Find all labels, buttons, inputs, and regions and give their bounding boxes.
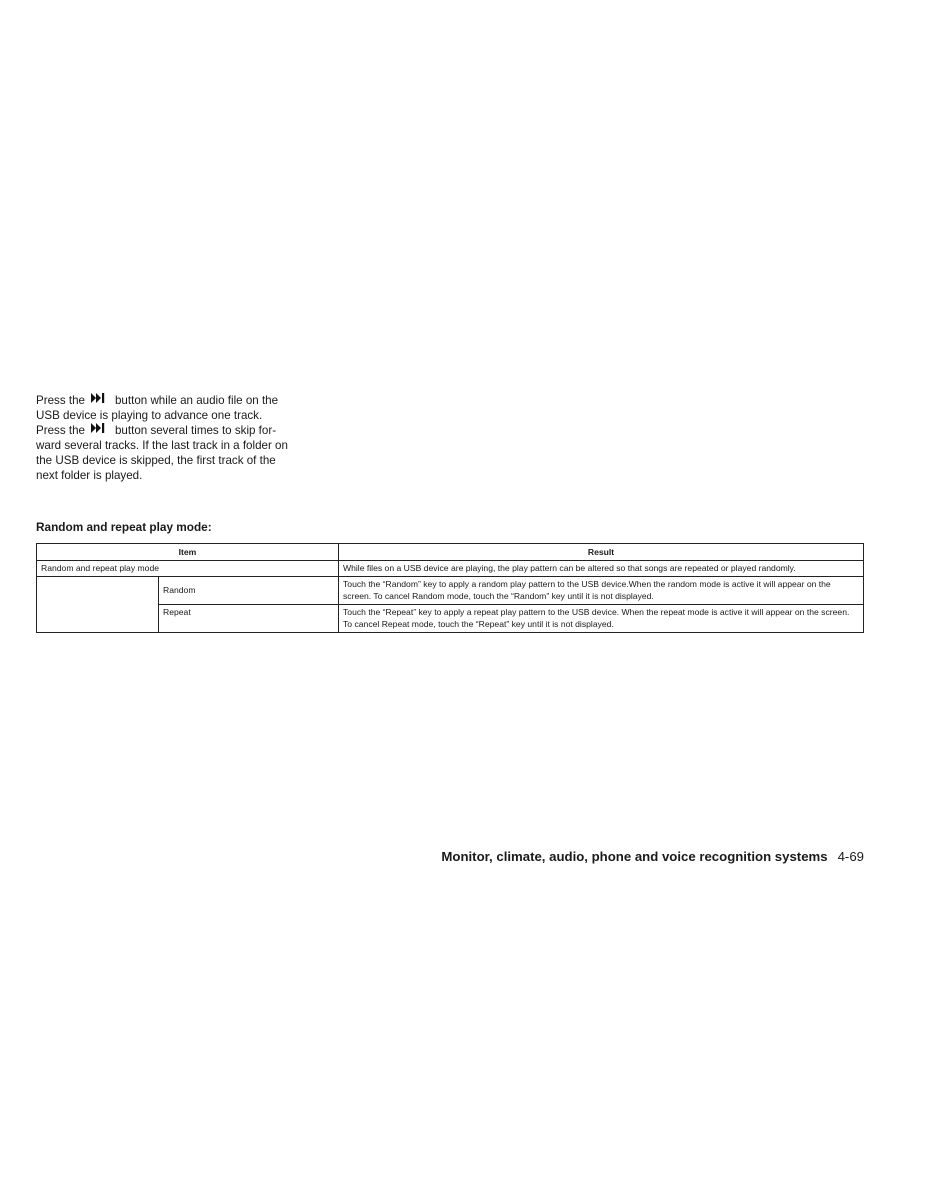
row-group-spacer bbox=[37, 576, 159, 632]
table-row bbox=[37, 576, 864, 604]
row-item-random-and-repeat: Random and repeat play mode bbox=[37, 561, 339, 577]
intro-paragraph bbox=[36, 393, 298, 483]
intro-line-3: Press the button several times to skip for- bbox=[36, 424, 277, 437]
row-result-random-and-repeat: While files on a USB device are playing, the play pattern can be altered so that songs are repeated or played randomly. bbox=[339, 561, 864, 577]
chapter-title: Monitor, climate, audio, phone and voice recognition systems bbox=[441, 849, 828, 864]
fast-forward-skip-icon bbox=[91, 423, 107, 433]
header-result: Result bbox=[339, 544, 864, 561]
row-item-random: Random bbox=[159, 576, 339, 604]
table-row bbox=[37, 604, 864, 632]
fast-forward-skip-icon bbox=[91, 393, 107, 403]
table-row bbox=[37, 561, 864, 577]
intro-line-1: Press the button while an audio file on the bbox=[36, 394, 279, 407]
header-item: Item bbox=[37, 544, 339, 561]
page-footer bbox=[441, 849, 864, 865]
intro-line-6: next folder is played. bbox=[36, 469, 143, 482]
play-mode-table bbox=[36, 543, 864, 633]
intro-line-2: USB device is playing to advance one track. bbox=[36, 409, 263, 422]
page-number: 4-69 bbox=[837, 849, 864, 864]
row-result-repeat: Touch the “Repeat” key to apply a repeat play pattern to the USB device. When the repeat mode is active it will appear on the screen. To cancel Repeat mode, touch the “Repeat” key until it is not displayed. bbox=[339, 604, 864, 632]
row-result-random: Touch the “Random” key to apply a random play pattern to the USB device.When the random mode is active it will appear on the screen. To cancel Random mode, touch the “Random” key until it is not displayed. bbox=[339, 576, 864, 604]
intro-line-4: ward several tracks. If the last track in a folder on bbox=[36, 439, 288, 452]
table-header-row bbox=[37, 544, 864, 561]
intro-line-5: the USB device is skipped, the first track of the bbox=[36, 454, 276, 467]
row-item-repeat: Repeat bbox=[159, 604, 339, 632]
section-heading: Random and repeat play mode: bbox=[36, 520, 212, 534]
